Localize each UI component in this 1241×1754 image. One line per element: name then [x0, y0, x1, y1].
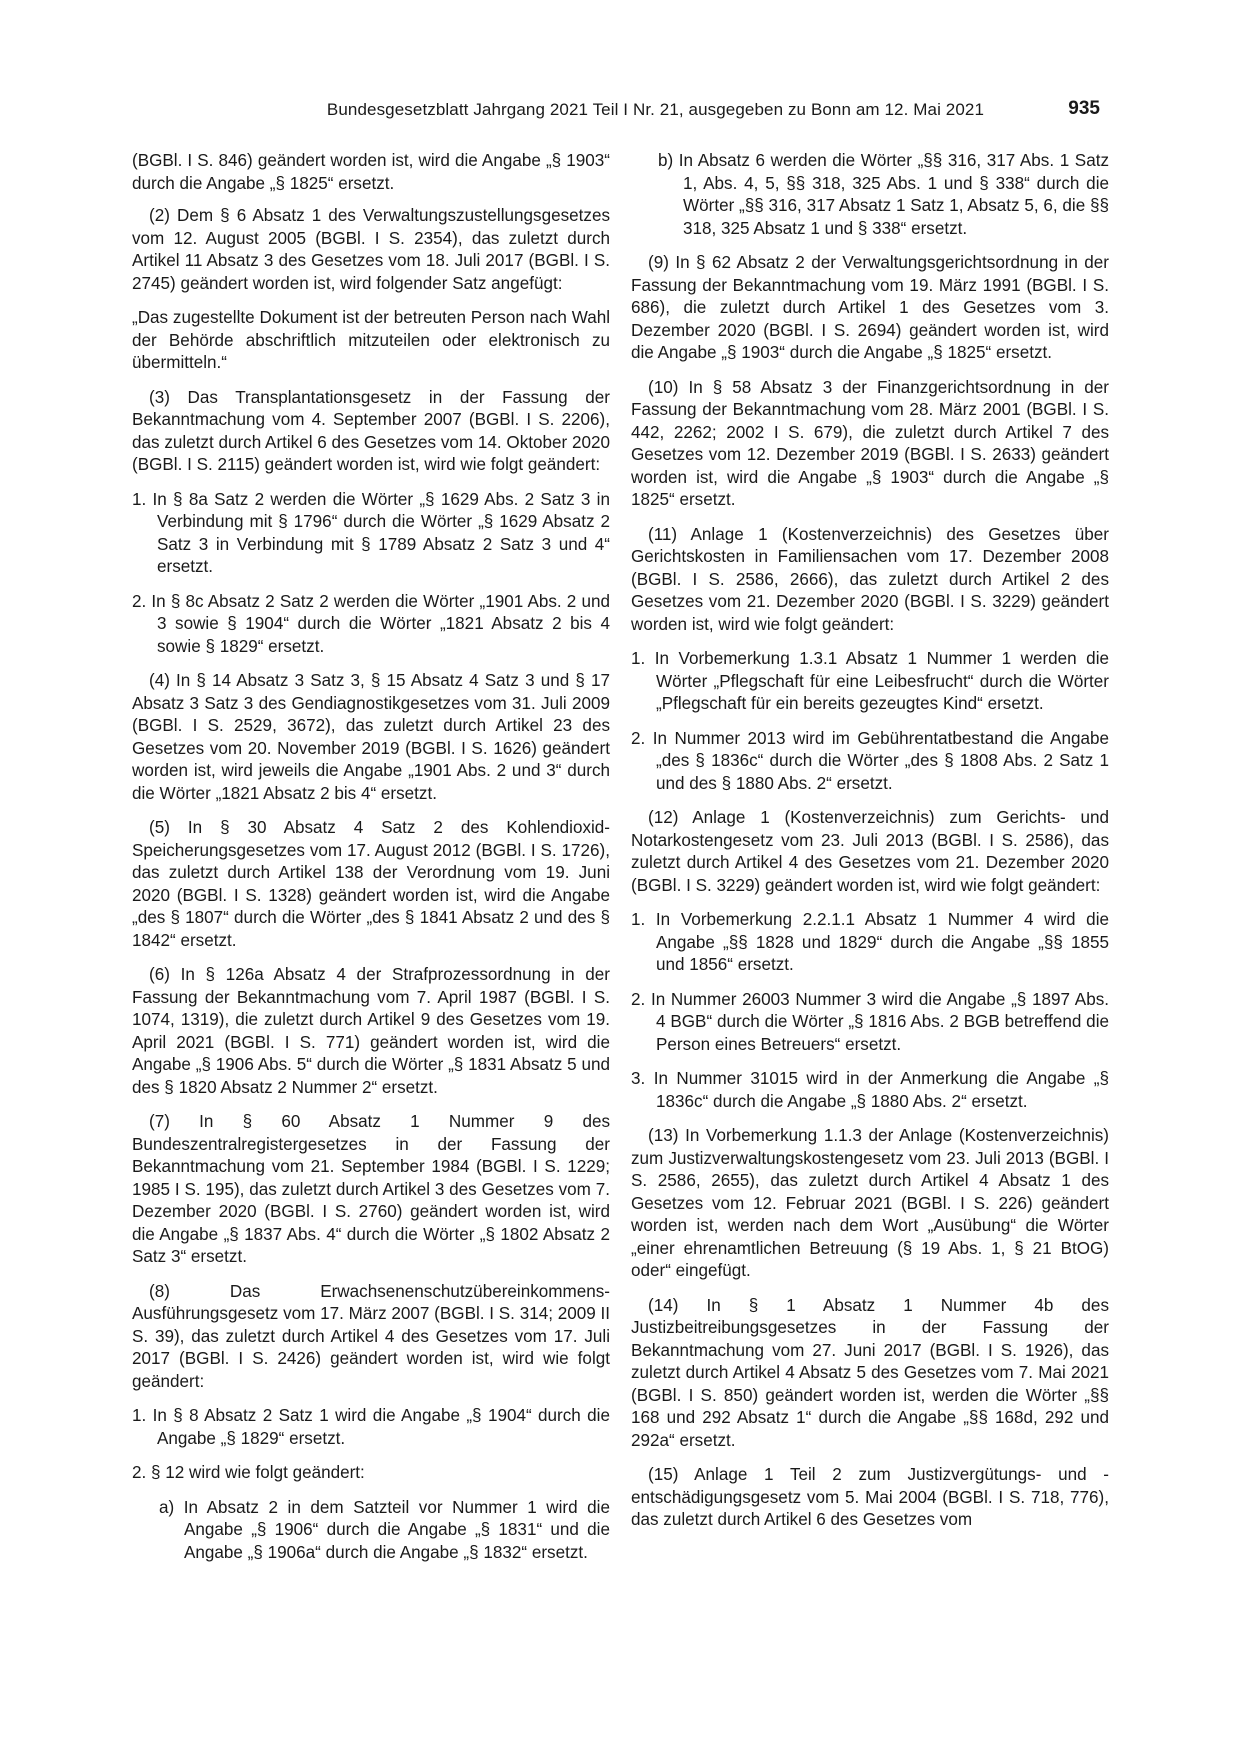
quoted-sentence: „Das zugestellte Dokument ist der betreuten Person nach Wahl der Behörde abschriftlich mitzuteilen oder elektronisch zu übermitteln.“ [132, 308, 610, 372]
running-title: Bundesgesetzblatt Jahrgang 2021 Teil I Nr. 21, ausgegeben zu Bonn am 12. Mai 2021 [326, 100, 984, 119]
right-column [631, 150, 1109, 1544]
paragraph-6: (6) In § 126a Absatz 4 der Strafprozessordnung in der Fassung der Bekanntmachung vom 7. April 1987 (BGBl. I S. 1074, 1319), die zuletzt durch Artikel 9 des Gesetzes vom 19. April 2021 (BGBl. I S. 771) geändert worden ist, wird die Angabe „§ 1906 Abs. 5“ durch die Wörter „§ 1831 Absatz 5 und des § 1820 Absatz 2 Nummer 2“ ersetzt. [132, 965, 610, 1097]
sub-list-item: a) In Absatz 2 in dem Satzteil vor Nummer 1 wird die Angabe „§ 1906“ durch die Angabe „§ 1831“ und die Angabe „§ 1906a“ durch die Angabe „§ 1832“ ersetzt. [159, 1497, 610, 1562]
left-column [132, 150, 610, 1576]
list-item: 2. In Nummer 2013 wird im Gebührentatbestand die Angabe „des § 1836c“ durch die Wörter „des § 1808 Abs. 2 Satz 1 und des § 1880 Abs. 2“ ersetzt. [631, 728, 1109, 793]
list-item: 2. § 12 wird wie folgt geändert: [132, 1463, 365, 1482]
paragraph-9: (9) In § 62 Absatz 2 der Verwaltungsgerichtsordnung in der Fassung der Bekanntmachung vom 19. März 1991 (BGBl. I S. 686), die zuletzt durch Artikel 1 des Gesetzes vom 3. Dezember 2020 (BGBl. I S. 2694) geändert worden ist, wird die Angabe „§ 1903“ durch die Angabe „§ 1825“ ersetzt. [631, 253, 1109, 362]
list-item: 3. In Nummer 31015 wird in der Anmerkung die Angabe „§ 1836c“ durch die Angabe „§ 1880 Abs. 2“ ersetzt. [631, 1069, 1109, 1111]
page-number: 935 [1068, 98, 1100, 119]
running-header [132, 100, 1100, 126]
paragraph-7: (7) In § 60 Absatz 1 Nummer 9 des Bundeszentralregistergesetzes in der Fassung der Bekanntmachung vom 21. September 1984 (BGBl. I S. 1229; 1985 I S. 195), das zuletzt durch Artikel 3 des Gesetzes vom 7. Dezember 2020 (BGBl. I S. 2760) geändert worden ist, wird die Angabe „§ 1837 Abs. 4“ durch die Wörter „§ 1802 Absatz 2 Satz 3“ ersetzt. [132, 1112, 610, 1266]
list-item: 2. In § 8c Absatz 2 Satz 2 werden die Wörter „1901 Abs. 2 und 3 sowie § 1904“ durch die Wörter „1821 Absatz 2 bis 4 sowie § 1829“ ersetzt. [132, 591, 610, 656]
paragraph-3: (3) Das Transplantationsgesetz in der Fassung der Bekanntmachung vom 4. September 2007 (BGBl. I S. 2206), das zuletzt durch Artikel 6 des Gesetzes vom 14. Oktober 2020 (BGBl. I S. 2115) geändert worden ist, wird wie folgt geändert: [132, 387, 610, 474]
paragraph-10: (10) In § 58 Absatz 3 der Finanzgerichtsordnung in der Fassung der Bekanntmachung vom 28. März 2001 (BGBl. I S. 442, 2262; 2002 I S. 679), die zuletzt durch Artikel 7 des Gesetzes vom 12. Dezember 2019 (BGBl. I S. 2633) geändert worden ist, wird die Angabe „§ 1903“ durch die Angabe „§ 1825“ ersetzt. [631, 377, 1109, 509]
list-item: 1. In Vorbemerkung 1.3.1 Absatz 1 Nummer 1 werden die Wörter „Pflegschaft für eine Leibesfrucht“ durch die Wörter „Pflegschaft für ein bereits gezeugtes Kind“ ersetzt. [631, 649, 1109, 713]
paragraph-12: (12) Anlage 1 (Kostenverzeichnis) zum Gerichts- und Notarkostengesetz vom 23. Juli 2013 (BGBl. I S. 2586), das zuletzt durch Artikel 4 des Gesetzes vom 21. Dezember 2020 (BGBl. I S. 3229) geändert worden ist, wird wie folgt geändert: [631, 808, 1109, 895]
paragraph-2: (2) Dem § 6 Absatz 1 des Verwaltungszustellungsgesetzes vom 12. August 2005 (BGBl. I S. 2354), das zuletzt durch Artikel 11 Absatz 3 des Gesetzes vom 18. Juli 2017 (BGBl. I S. 2745) geändert worden ist, wird folgender Satz angefügt: [132, 206, 610, 293]
paragraph-14: (14) In § 1 Absatz 1 Nummer 4b des Justizbeitreibungsgesetzes in der Fassung der Bekanntmachung vom 27. Juni 2017 (BGBl. I S. 1926), das zuletzt durch Artikel 4 Absatz 5 des Gesetzes vom 7. Mai 2021 (BGBl. I S. 850) geändert worden ist, werden die Wörter „§§ 168 und 292 Absatz 1“ durch die Angabe „§§ 168d, 292 und 292a“ ersetzt. [631, 1295, 1109, 1450]
list-item: 1. In Vorbemerkung 2.2.1.1 Absatz 1 Nummer 4 wird die Angabe „§§ 1828 und 1829“ durch die Angabe „§§ 1855 und 1856“ ersetzt. [631, 910, 1109, 974]
paragraph-5: (5) In § 30 Absatz 4 Satz 2 des Kohlendioxid-Speicherungsgesetzes vom 17. August 2012 (BGBl. I S. 1726), das zuletzt durch Artikel 138 der Verordnung vom 19. Juni 2020 (BGBl. I S. 1328) geändert worden ist, wird die Angabe „des § 1807“ durch die Wörter „des § 1841 Absatz 2 und des § 1842“ ersetzt. [132, 818, 610, 950]
paragraph-11: (11) Anlage 1 (Kostenverzeichnis) des Gesetzes über Gerichtskosten in Familiensachen vom 17. Dezember 2008 (BGBl. I S. 2586, 2666), das zuletzt durch Artikel 2 des Gesetzes vom 21. Dezember 2020 (BGBl. I S. 3229) geändert worden ist, wird wie folgt geändert: [631, 524, 1109, 634]
paragraph-13: (13) In Vorbemerkung 1.1.3 der Anlage (Kostenverzeichnis) zum Justizverwaltungskostengesetz vom 23. Juli 2013 (BGBl. I S. 2586, 2655), das zuletzt durch Artikel 4 Absatz 1 des Gesetzes vom 12. Februar 2021 (BGBl. I S. 226) geändert worden ist, werden nach dem Wort „Ausübung“ die Wörter „einer ehrenamtlichen Betreuung (§ 19 Abs. 1, § 21 BtOG) oder“ eingefügt. [631, 1126, 1109, 1280]
list-item: 2. In Nummer 26003 Nummer 3 wird die Angabe „§ 1897 Abs. 4 BGB“ durch die Wörter „§ 1816 Abs. 2 BGB betreffend die Person eines Betreuers“ ersetzt. [631, 989, 1109, 1054]
sub-list-item: b) In Absatz 6 werden die Wörter „§§ 316, 317 Abs. 1 Satz 1, Abs. 4, 5, §§ 318, 325 Abs. 1 und § 338“ durch die Wörter „§§ 316, 317 Absatz 1 Satz 1, Absatz 5, 6, die §§ 318, 325 Absatz 1 und § 338“ ersetzt. [658, 151, 1109, 238]
paragraph-15: (15) Anlage 1 Teil 2 zum Justizvergütungs- und -entschädigungsgesetz vom 5. Mai 2004 (BGBl. I S. 718, 776), das zuletzt durch Artikel 6 des Gesetzes vom [631, 1465, 1109, 1529]
paragraph-continuation: (BGBl. I S. 846) geändert worden ist, wird die Angabe „§ 1903“ durch die Angabe „§ 1825“ ersetzt. [132, 151, 610, 193]
list-item: 1. In § 8a Satz 2 werden die Wörter „§ 1629 Abs. 2 Satz 3 in Verbindung mit § 1796“ durch die Wörter „§ 1629 Absatz 2 Satz 3 in Verbindung mit § 1789 Absatz 2 Satz 3 und 4“ ersetzt. [132, 489, 610, 576]
list-item: 1. In § 8 Absatz 2 Satz 1 wird die Angabe „§ 1904“ durch die Angabe „§ 1829“ ersetzt. [132, 1406, 610, 1448]
paragraph-8: (8) Das Erwachsenenschutzübereinkommens-Ausführungsgesetz vom 17. März 2007 (BGBl. I S. 314; 2009 II S. 39), das zuletzt durch Artikel 4 des Gesetzes vom 17. Juli 2017 (BGBl. I S. 2426) geändert worden ist, wird wie folgt geändert: [132, 1281, 610, 1391]
paragraph-4: (4) In § 14 Absatz 3 Satz 3, § 15 Absatz 4 Satz 3 und § 17 Absatz 3 Satz 3 des Gendiagnostikgesetzes vom 31. Juli 2009 (BGBl. I S. 2529, 3672), das zuletzt durch Artikel 23 des Gesetzes vom 20. November 2019 (BGBl. I S. 1626) geändert worden ist, wird jeweils die Angabe „1901 Abs. 2 und 3“ durch die Wörter „1821 Absatz 2 bis 4“ ersetzt. [132, 671, 610, 803]
